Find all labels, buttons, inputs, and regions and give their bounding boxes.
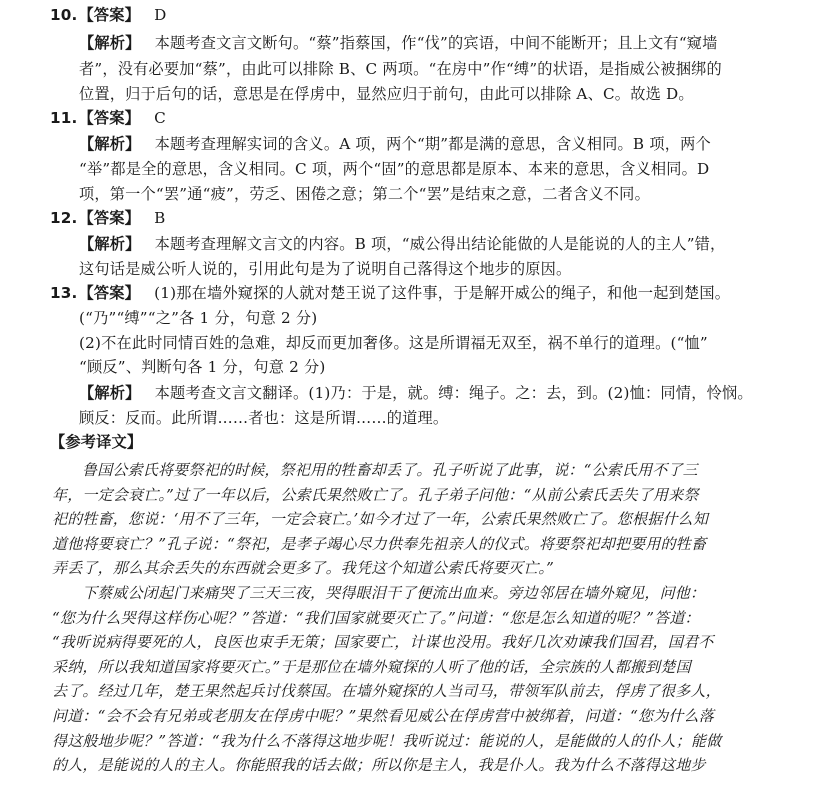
item-number: 13. xyxy=(50,284,78,302)
answer-label: 【答案】 xyxy=(78,6,141,24)
analysis-text: “举”都是全的意思，含义相同。C 项，两个“固”的意思都是原本、本来的意思，含义相同。D xyxy=(79,160,710,178)
analysis-label: 【解析】 xyxy=(79,34,141,52)
translation-heading: 【参考译文】 xyxy=(50,433,143,451)
translation-line: 弄丢了，那么其余丢失的东西就会更多了。我凭这个知道公索氏将要灭亡。” xyxy=(52,559,554,577)
translation-line: 去了。经过几年，楚王果然起兵讨伐蔡国。在墙外窥探的人当司马，带领军队前去，俘虏了很多人， xyxy=(52,682,721,700)
translation-line: 鲁国公索氏将要祭祀的时候，祭祀用的牲畜却丢了。孔子听说了此事，说：“公索氏用不了三 xyxy=(82,461,698,479)
analysis-text: 本题考查理解文言文的内容。B 项，“威公得出结论能做的人是能说的人的主人”错， xyxy=(154,235,726,253)
analysis-label: 【解析】 xyxy=(79,384,141,402)
answer-label: 【答案】 xyxy=(78,109,141,127)
translation-line: 的人，是能说的人的主人。你能照我的话去做；所以你是主人，我是仆人。我为什么不落得这地步 xyxy=(52,756,706,774)
answer-text: “顾反”、判断句各 1 分，句意 2 分) xyxy=(79,358,326,376)
translation-line: 道他将要衰亡？”孔子说：“祭祀，是孝子竭心尽力供奉先祖亲人的仪式。将要祭祀却把要用的牲畜 xyxy=(52,535,707,553)
answer-label: 【答案】 xyxy=(78,209,141,227)
translation-line: 祀的牲畜，您说：‘用不了三年，一定会衰亡。’如今才过了一年，公索氏果然败亡了。您根据什么知 xyxy=(52,510,709,528)
answer-value: B xyxy=(154,209,166,227)
item-13-answer-line xyxy=(50,281,730,305)
answer-value: D xyxy=(154,6,167,24)
translation-line: “我听说病得要死的人，良医也束手无策；国家要亡，计谋也没用。我好几次劝谏我们国君，国君不 xyxy=(52,633,714,651)
translation-line: 问道：“会不会有兄弟或老朋友在俘虏中呢？”果然看见威公在俘虏营中被绑着，问道：“您为什么落 xyxy=(52,707,715,725)
answer-value: C xyxy=(154,109,166,127)
analysis-text: 本题考查文言文断句。“蔡”指蔡国，作“伐”的宾语，中间不能断开；且上文有“窥墙 xyxy=(154,34,718,52)
item-12-analysis-line xyxy=(79,232,725,256)
translation-line: 下蔡威公闭起门来痛哭了三天三夜，哭得眼泪干了便流出血来。旁边邻居在墙外窥见，问他： xyxy=(82,584,706,602)
answer-text: (1)那在墙外窥探的人就对楚王说了这件事，于是解开威公的绳子，和他一起到楚国。 xyxy=(154,284,731,302)
analysis-text: 者”，没有必要加“蔡”，由此可以排除 B、C 两项。“在房中”作“缚”的状语，是指威公被捆绑的 xyxy=(79,60,722,78)
item-13-analysis-line xyxy=(79,381,753,405)
answer-text: (2)不在此时同情百姓的急难，却反而更加奢侈。这是所谓福无双至，祸不单行的道理。(“恤” xyxy=(79,334,708,352)
item-number: 11. xyxy=(50,109,78,127)
analysis-label: 【解析】 xyxy=(79,135,141,153)
answer-label: 【答案】 xyxy=(78,284,141,302)
item-10-answer-line xyxy=(50,3,166,27)
translation-line: “您为什么哭得这样伤心呢？”答道：“我们国家就要灭亡了。”问道：“您是怎么知道的呢？”答道： xyxy=(52,609,700,627)
item-12-answer-line xyxy=(50,206,165,230)
translation-line: 得这般地步呢？”答道：“我为什么不落得这地步呢！我听说过：能说的人，是能做的人的仆人；能做 xyxy=(52,732,722,750)
analysis-text: 项，第一个“罢”通“疲”，劳乏、困倦之意；第二个“罢”是结束之意，二者含义不同。 xyxy=(79,185,650,203)
item-11-analysis-line xyxy=(79,132,711,156)
translation-line: 采纳，所以我知道国家将要灭亡。”于是那位在墙外窥探的人听了他的话，全宗族的人都搬到楚国 xyxy=(52,658,691,676)
translation-line: 年，一定会衰亡。”过了一年以后，公索氏果然败亡了。孔子弟子问他：“从前公索氏丢失了用来祭 xyxy=(52,486,699,504)
item-10-analysis-line xyxy=(79,31,718,55)
analysis-text: 位置，归于后句的话，意思是在俘虏中，显然应归于前句，由此可以排除 A、C。故选 D。 xyxy=(79,85,694,103)
analysis-text: 这句话是威公听人说的，引用此句是为了说明自己落得这个地步的原因。 xyxy=(79,260,572,278)
analysis-label: 【解析】 xyxy=(79,235,141,253)
item-number: 10. xyxy=(50,6,78,24)
item-number: 12. xyxy=(50,209,78,227)
item-11-answer-line xyxy=(50,106,166,130)
answer-text: (“乃”“缚”“之”各 1 分，句意 2 分) xyxy=(79,309,318,327)
analysis-text: 本题考查理解实词的含义。A 项，两个“期”都是满的意思，含义相同。B 项，两个 xyxy=(154,135,711,153)
analysis-text: 顾反：反而。此所谓……者也：这是所谓……的道理。 xyxy=(79,409,449,427)
analysis-text: 本题考查文言文翻译。(1)乃：于是，就。缚：绳子。之：去，到。(2)恤：同情，怜悯。 xyxy=(154,384,753,402)
